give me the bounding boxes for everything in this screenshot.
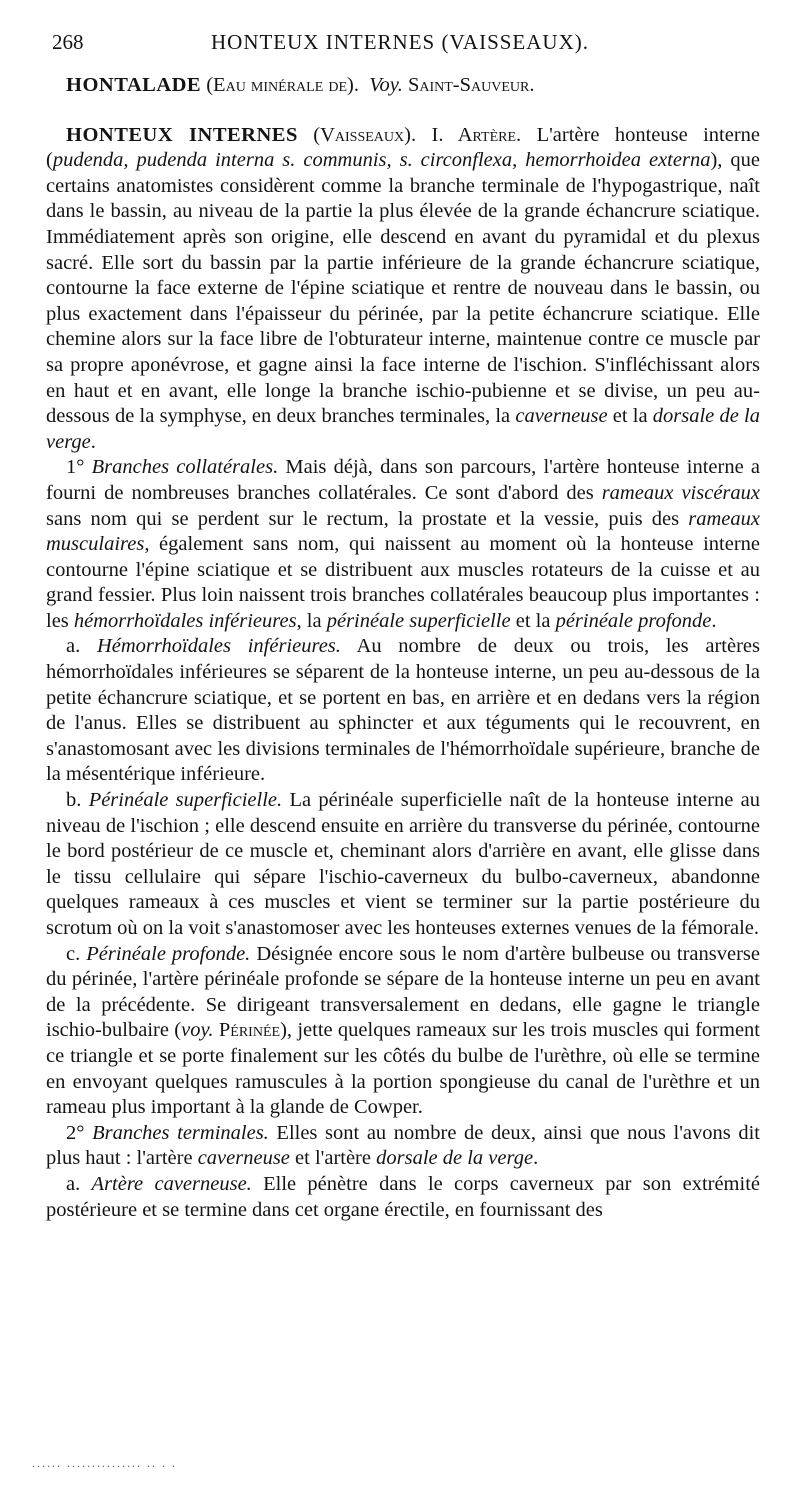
see-also-label: Voy.	[369, 74, 403, 96]
text-run: et la	[607, 405, 653, 428]
text-run: ), jette quelques rameaux sur les trois muscles qui forment ce triangle et se porte finalement sur les côtés du bulbe de l'urèthre, où elle se termine en envoyant quelques ramuscules à la portion spongieuse du canal de l'urèthre et un rameau plus important à la glande de Cowper.	[46, 1019, 760, 1119]
term: rameaux viscéraux	[601, 481, 760, 504]
paragraph-perineale-superficielle	[46, 788, 760, 942]
text-run: , la	[296, 609, 327, 632]
paragraph-artere-caverneuse	[46, 1172, 760, 1223]
entry-qualifier: (Vaisseaux).	[313, 123, 417, 146]
numbering: a.	[66, 635, 97, 658]
paragraph-perineale-profonde	[46, 942, 760, 1121]
numbering: c.	[66, 942, 87, 965]
text-run: Désignée encore sous le nom d'artère bulbeuse ou transverse du périnée, l'artère périnéale profonde se sépare de la honteuse interne un peu en avant de la précédente. Se dirigeant transversalement en dedans, elle gagne le triangle ischio-bulbaire (	[46, 942, 760, 1042]
entry-qualifier: (Eau minérale de).	[206, 74, 359, 96]
text-run: .	[533, 1147, 539, 1170]
text-run: et la	[510, 609, 556, 632]
text-run: et l'artère	[289, 1147, 377, 1170]
text-run: ), que certains anatomistes considèrent comme la branche terminale de l'hypogastrique, naît dans le bassin, au niveau de la partie la plus élevée de la grande échancrure sciatique. Immédiatement après son origine, elle descend en avant du pyramidal et du plexus sacré. Elle sort du bassin par la partie inférieure de la grande échancrure sciatique, contourne la face externe de l'épine sciatique et rentre de nouveau dans le bassin, ou plus exactement dans l'épaisseur du périnée, par la petite échancrure sciatique. Elle chemine alors sur la face libre de l'obturateur interne, maintenue contre ce muscle par sa propre aponévrose, et gagne ainsi la face interne de l'ischion. S'infléchissant alors en haut et en avant, elle longe la branche ischio-pubienne et se divise, un peu au-dessous de la symphyse, en deux branches terminales, la	[46, 149, 760, 428]
subheading: Périnéale superficielle.	[88, 789, 283, 812]
text-run: .	[90, 430, 96, 453]
text-run: Elles sont au nombre de deux, ainsi que nous l'avons dit plus haut : l'artère	[46, 1121, 760, 1170]
text-run: La périnéale superficielle naît de la honteuse interne au niveau de l'ischion ; elle descend ensuite en arrière du transverse du périnée, contourne le bord postérieur de ce muscle et, cheminant alors d'arrière en avant, elle glisse dans le tissu cellulaire qui sépare l'ischio-caverneux du bulbo-caverneux, abandonne quelques rameaux à ces muscles et vient se terminer sur la partie postérieure du scrotum où on la voit s'anastomoser avec les honteuses externes venues de la fémorale.	[46, 789, 760, 939]
paragraph-artere-honteuse	[46, 123, 760, 456]
text-run: Au nombre de deux ou trois, les artères hémorrhoïdales inférieures se séparent de la honteuse interne, un peu au-dessous de la petite échancrure sciatique, et se portent en bas, en arrière et en dedans vers la région de l'anus. Elles se distribuent au sphincter et aux téguments qui le recouvrent, en s'anastomosant avec les divisions terminales de l'hémorrhoïdale supérieure, branche de la mésentérique inférieure.	[46, 635, 760, 786]
page-number: 268	[52, 30, 84, 54]
term: hémorrhoïdales inférieures	[73, 609, 297, 632]
text-run: Mais déjà, dans son parcours, l'artère honteuse interne a fourni de nombreuses branches collatérales. Ce sont d'abord des	[46, 456, 760, 504]
text-run: L'artère honteuse interne (	[46, 123, 761, 172]
subheading: Branches terminales.	[92, 1121, 269, 1144]
term: caverneuse	[197, 1147, 290, 1170]
text-run: , également sans nom, qui naissent au moment où la honteuse interne contourne l'épine sciatique et se distribuent aux muscles rotateurs de la cuisse et au grand fessier. Plus loin naissent trois branches collatérales beaucoup plus importantes : les	[46, 533, 760, 632]
latin-synonyms: pudenda, pudenda interna s. communis, s. circonflexa, hemorrhoidea externa	[52, 149, 711, 172]
entry-headword: HONTALADE	[66, 74, 202, 96]
paragraph-hemorrhoidales	[46, 634, 760, 788]
numbering: a.	[66, 1172, 92, 1195]
text-run: Elle pénètre dans le corps caverneux par son extrémité postérieure et se termine dans cet organe érectile, en fournissant des	[46, 1172, 760, 1221]
subheading: Hémorrhoïdales inférieures.	[96, 635, 341, 658]
running-head: HONTEUX INTERNES (VAISSEAUX).	[210, 30, 589, 54]
entry-hontalade	[46, 73, 760, 99]
page-header	[40, 30, 760, 64]
term: dorsale de la verge	[376, 1147, 534, 1170]
term: périnéale superficielle	[326, 609, 511, 632]
numbering: b.	[66, 789, 89, 812]
term-dorsale: dorsale de la verge	[46, 405, 761, 453]
subheading: Périnéale profonde.	[86, 942, 251, 965]
see-also-label: voy.	[181, 1019, 214, 1042]
text-run: .	[711, 609, 717, 632]
numbering: 1°	[66, 456, 92, 479]
page-footer-marks: ...... ............... .. . .	[32, 1456, 177, 1470]
entry-headword: HONTEUX INTERNES	[66, 123, 298, 146]
numbering: 2°	[66, 1121, 93, 1144]
subheading: Artère caverneuse.	[91, 1172, 252, 1195]
text-run: sans nom qui se perdent sur le rectum, la prostate et la vessie, puis des	[46, 507, 689, 530]
term: périnéale profonde	[555, 609, 712, 632]
term: rameaux musculaires	[46, 507, 760, 556]
paragraph-branches-collaterales	[46, 455, 760, 634]
see-also-reference: Saint-Sauveur.	[407, 74, 535, 96]
paragraph-branches-terminales	[46, 1121, 760, 1172]
section-label: I. Artère.	[431, 123, 522, 146]
see-also-reference: Périnée	[218, 1019, 281, 1042]
page-body	[46, 70, 760, 1223]
subheading: Branches collatérales.	[91, 456, 279, 479]
term-caverneuse: caverneuse	[515, 405, 608, 428]
